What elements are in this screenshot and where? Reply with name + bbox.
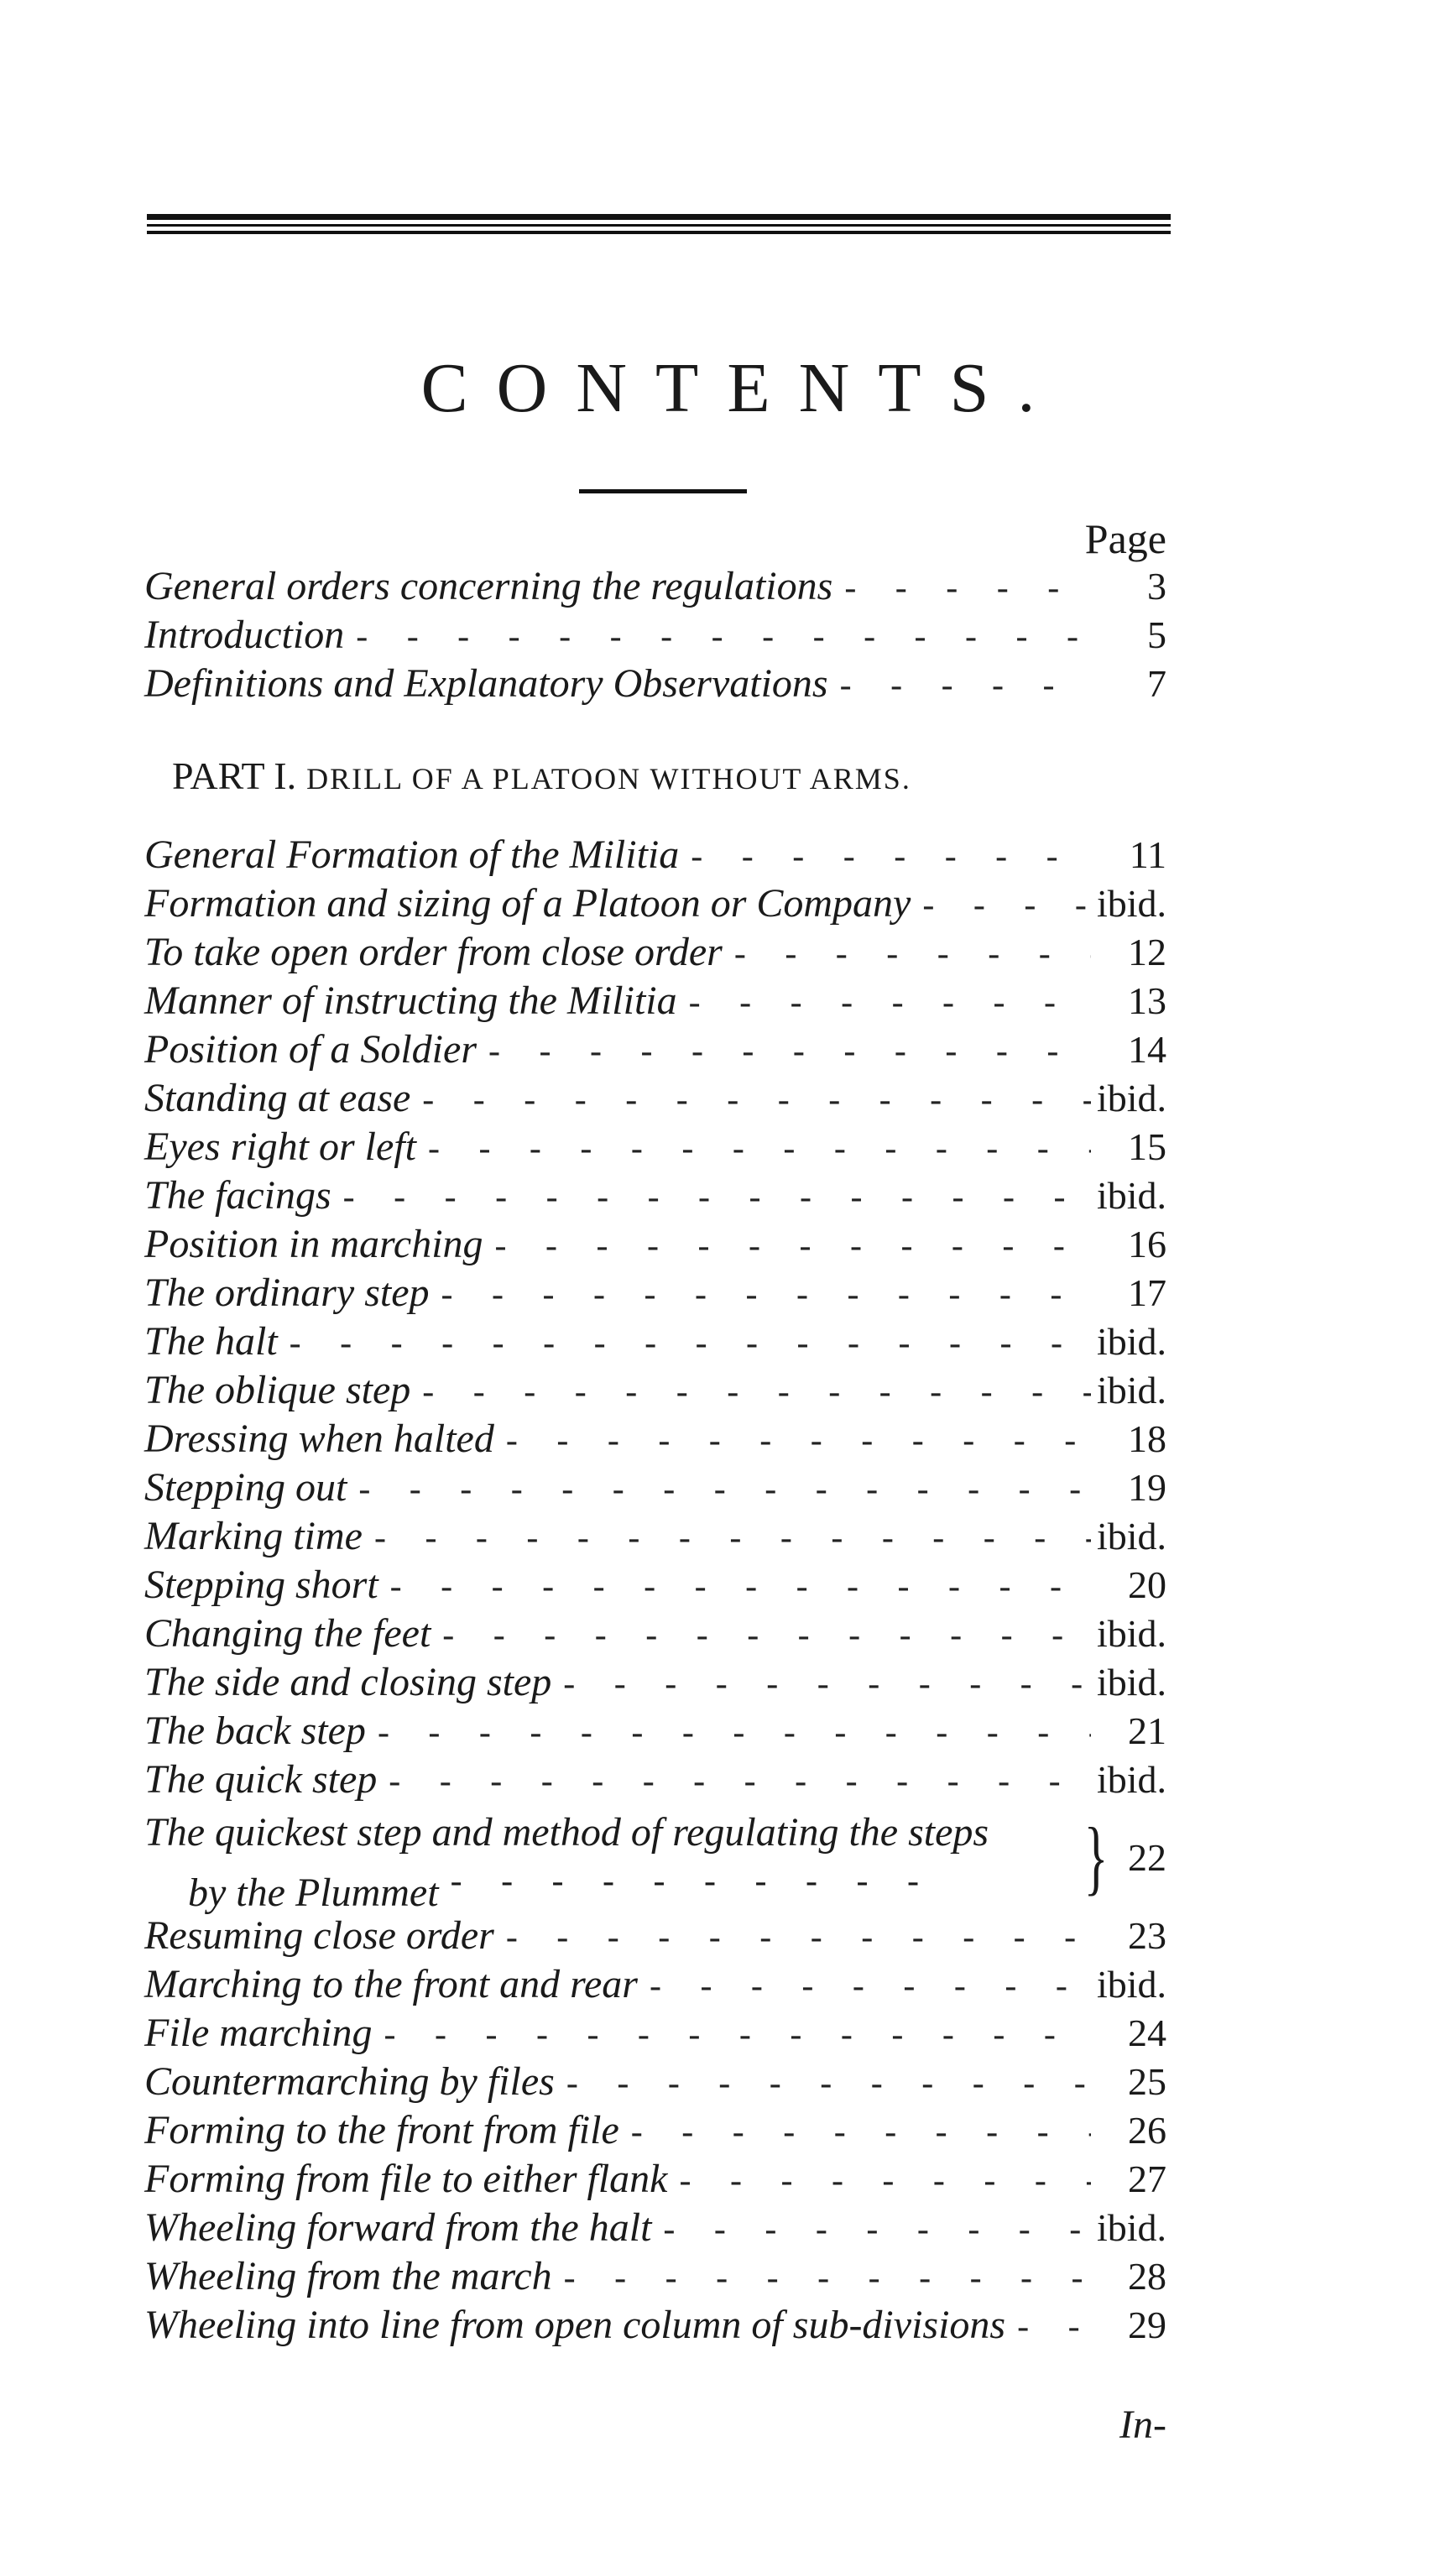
dot-leader	[344, 613, 1091, 661]
toc-entry-title: The facings	[144, 1173, 331, 1218]
dot-leader	[679, 832, 1091, 881]
toc-entry-page: ibid.	[1096, 1174, 1166, 1217]
dot-leader	[832, 564, 1091, 613]
page-column-label: Page	[1084, 515, 1166, 562]
page-title: CONTENTS.	[420, 349, 1064, 427]
toc-entry-title: Marching to the front and rear	[144, 1962, 638, 2006]
toc-entry-page: 23	[1128, 1914, 1166, 1957]
toc-entry-title: The back step	[144, 1709, 366, 1753]
dot-leader	[619, 2108, 1091, 2157]
toc-entry	[144, 2009, 1166, 2058]
dot-leader	[416, 1124, 1091, 1173]
toc-entry-title: Position of a Soldier	[144, 1027, 477, 1072]
toc-entry-page: 17	[1128, 1271, 1166, 1314]
dot-leader	[723, 930, 1091, 978]
toc-entry	[144, 1707, 1166, 1756]
toc-entry-title: Countermarching by files	[144, 2059, 555, 2104]
toc-entry-title: Manner of instructing the Militia	[144, 978, 677, 1023]
toc-entry-title: Wheeling forward from the halt	[144, 2205, 652, 2250]
toc-entry	[144, 1220, 1166, 1269]
toc-entry-title: To take open order from close order	[144, 930, 723, 974]
right-brace: }	[1083, 1810, 1109, 1903]
toc-entry-title: Dressing when halted	[144, 1417, 494, 1461]
dot-leader	[431, 1611, 1091, 1660]
toc-entry	[144, 2252, 1166, 2301]
toc-entry	[144, 1171, 1166, 1220]
toc-entry-title: Forming from file to either flank	[144, 2157, 668, 2201]
toc-entry-page: ibid.	[1096, 1369, 1166, 1411]
dot-leader	[377, 1757, 1091, 1806]
dot-leader	[430, 1270, 1091, 1319]
dot-leader	[494, 1417, 1091, 1465]
toc-entry-page: 14	[1128, 1028, 1166, 1071]
toc-entry-page: ibid.	[1096, 1612, 1166, 1655]
toc-entry	[144, 1074, 1166, 1123]
top-double-rule	[147, 214, 1171, 239]
toc-entry-page: 11	[1129, 833, 1166, 876]
toc-entry-title: Wheeling into line from open column of sub-divisions	[144, 2303, 1006, 2347]
dot-leader	[410, 1368, 1091, 1417]
toc-entry-title: Forming to the front from file	[144, 2108, 619, 2152]
dot-leader	[483, 1222, 1091, 1270]
toc-entry	[144, 611, 1166, 660]
toc-entry-page: ibid.	[1096, 1077, 1166, 1119]
toc-entry	[144, 1561, 1166, 1610]
toc-entry	[144, 1512, 1166, 1561]
dot-leader	[494, 1913, 1091, 1962]
toc-entry	[144, 1415, 1166, 1464]
toc-entry-page: 20	[1128, 1563, 1166, 1606]
toc-entry-page: 27	[1128, 2157, 1166, 2200]
toc-entry-page: 21	[1128, 1709, 1166, 1752]
dot-leader	[373, 2011, 1092, 2059]
dot-leader	[331, 1173, 1091, 1222]
toc-entry-title: Eyes right or left	[144, 1124, 416, 1169]
toc-entry-page: 12	[1128, 931, 1166, 973]
toc-entry-title: The quick step	[144, 1757, 378, 1802]
toc-entry-title: Marking time	[144, 1514, 363, 1558]
toc-entry-page: 26	[1128, 2109, 1166, 2152]
toc-entry-page: 24	[1128, 2011, 1166, 2054]
toc-entry	[144, 879, 1166, 928]
dot-leader	[667, 2157, 1091, 2205]
toc-entry	[144, 1658, 1166, 1707]
toc-entry	[144, 1123, 1166, 1171]
toc-entry-page: 18	[1128, 1417, 1166, 1460]
toc-entry-title: Stepping out	[144, 1465, 347, 1510]
dot-leader	[677, 978, 1091, 1027]
toc-entry-title: Wheeling from the march	[144, 2254, 552, 2298]
toc-entry-title: File marching	[144, 2011, 373, 2055]
dot-leader	[911, 881, 1091, 930]
toc-entry-page: 25	[1128, 2060, 1166, 2103]
toc-entry-title: General Formation of the Militia	[144, 832, 680, 877]
toc-entry	[144, 660, 1166, 708]
dot-leader	[1005, 2303, 1091, 2351]
toc-entry-page: 29	[1128, 2304, 1166, 2346]
dot-leader	[366, 1709, 1091, 1757]
toc-entry-page: 13	[1128, 979, 1166, 1022]
toc-entry	[144, 1366, 1166, 1415]
toc-entry-page: ibid.	[1096, 1758, 1166, 1801]
toc-entry	[144, 977, 1166, 1025]
toc-entry-title: Definitions and Explanatory Observations	[144, 661, 828, 706]
toc-entry-title: Stepping short	[144, 1563, 378, 1607]
toc-entry	[144, 1756, 1166, 1804]
catchword: In-	[1119, 2403, 1166, 2447]
part-heading	[172, 751, 911, 801]
toc-entry-title: The side and closing step	[144, 1660, 552, 1704]
toc-entry-page: 19	[1128, 1466, 1166, 1509]
toc-entry-page: ibid.	[1096, 1661, 1166, 1704]
dot-leader	[651, 2205, 1091, 2254]
toc-entry	[144, 928, 1166, 977]
dot-leader	[410, 1076, 1091, 1124]
toc-entry-title: Standing at ease	[144, 1076, 411, 1120]
dot-leader	[347, 1465, 1091, 1514]
toc-entry-page: ibid.	[1096, 2206, 1166, 2249]
toc-entry	[144, 2204, 1166, 2252]
toc-entry	[144, 1960, 1166, 2009]
toc-entry	[144, 1610, 1166, 1658]
toc-entry-title: Position in marching	[144, 1222, 483, 1266]
toc-entry	[144, 1912, 1166, 1960]
toc-entry	[144, 2301, 1166, 2350]
toc-entry-title: Resuming close order	[144, 1913, 494, 1958]
toc-entry-page: 22	[1128, 1836, 1166, 1879]
dot-leader	[363, 1514, 1091, 1563]
toc-entry-page: 7	[1147, 662, 1166, 705]
toc-entry-title: Formation and sizing of a Platoon or Company	[144, 881, 911, 926]
dot-leader	[378, 1563, 1091, 1611]
toc-entry	[144, 1269, 1166, 1317]
toc-entry-title: General orders concerning the regulations	[144, 564, 833, 608]
dot-leader	[552, 2254, 1091, 2303]
toc-entry-title: The halt	[144, 1319, 278, 1364]
toc-entry-title: Changing the feet	[144, 1611, 431, 1656]
dot-leader	[551, 1660, 1091, 1709]
toc-entry-page: 28	[1128, 2255, 1166, 2298]
part-subtitle: DRILL OF A PLATOON WITHOUT ARMS.	[306, 762, 911, 796]
toc-entry-page: 15	[1128, 1125, 1166, 1168]
part-number: PART I.	[172, 754, 297, 797]
toc-entry-page: 5	[1147, 613, 1166, 656]
toc-entry-page: ibid.	[1096, 1320, 1166, 1363]
toc-entry-page: 3	[1147, 565, 1166, 608]
dot-leader	[278, 1319, 1091, 1368]
toc-entry	[144, 1025, 1166, 1074]
dot-leader	[828, 661, 1091, 710]
toc-entry-page: ibid.	[1096, 1515, 1166, 1557]
toc-entry-title: Introduction	[144, 613, 345, 657]
toc-entry-page: ibid.	[1096, 1963, 1166, 2006]
toc-entry-page: 16	[1128, 1223, 1166, 1265]
dot-leader	[477, 1027, 1091, 1076]
toc-entry	[144, 2106, 1166, 2155]
toc-entry	[144, 831, 1166, 879]
toc-entry-multiline	[144, 1808, 1166, 1915]
toc-entry-title-line2: by the Plummet- - -	[188, 1857, 921, 1917]
toc-entry-title: The oblique step	[144, 1368, 411, 1412]
dot-leader	[555, 2059, 1091, 2108]
toc-entry	[144, 1317, 1166, 1366]
dot-leader	[638, 1962, 1091, 2011]
title-underline-rule	[579, 489, 747, 493]
toc-entry	[144, 1464, 1166, 1512]
toc-entry-title-line1: The quickest step and method of regulating the steps	[144, 1810, 989, 1855]
toc-entry	[144, 2155, 1166, 2204]
toc-entry-title: The ordinary step	[144, 1270, 430, 1315]
toc-entry	[144, 2058, 1166, 2106]
toc-entry	[144, 562, 1166, 611]
toc-entry-page: ibid.	[1096, 882, 1166, 925]
